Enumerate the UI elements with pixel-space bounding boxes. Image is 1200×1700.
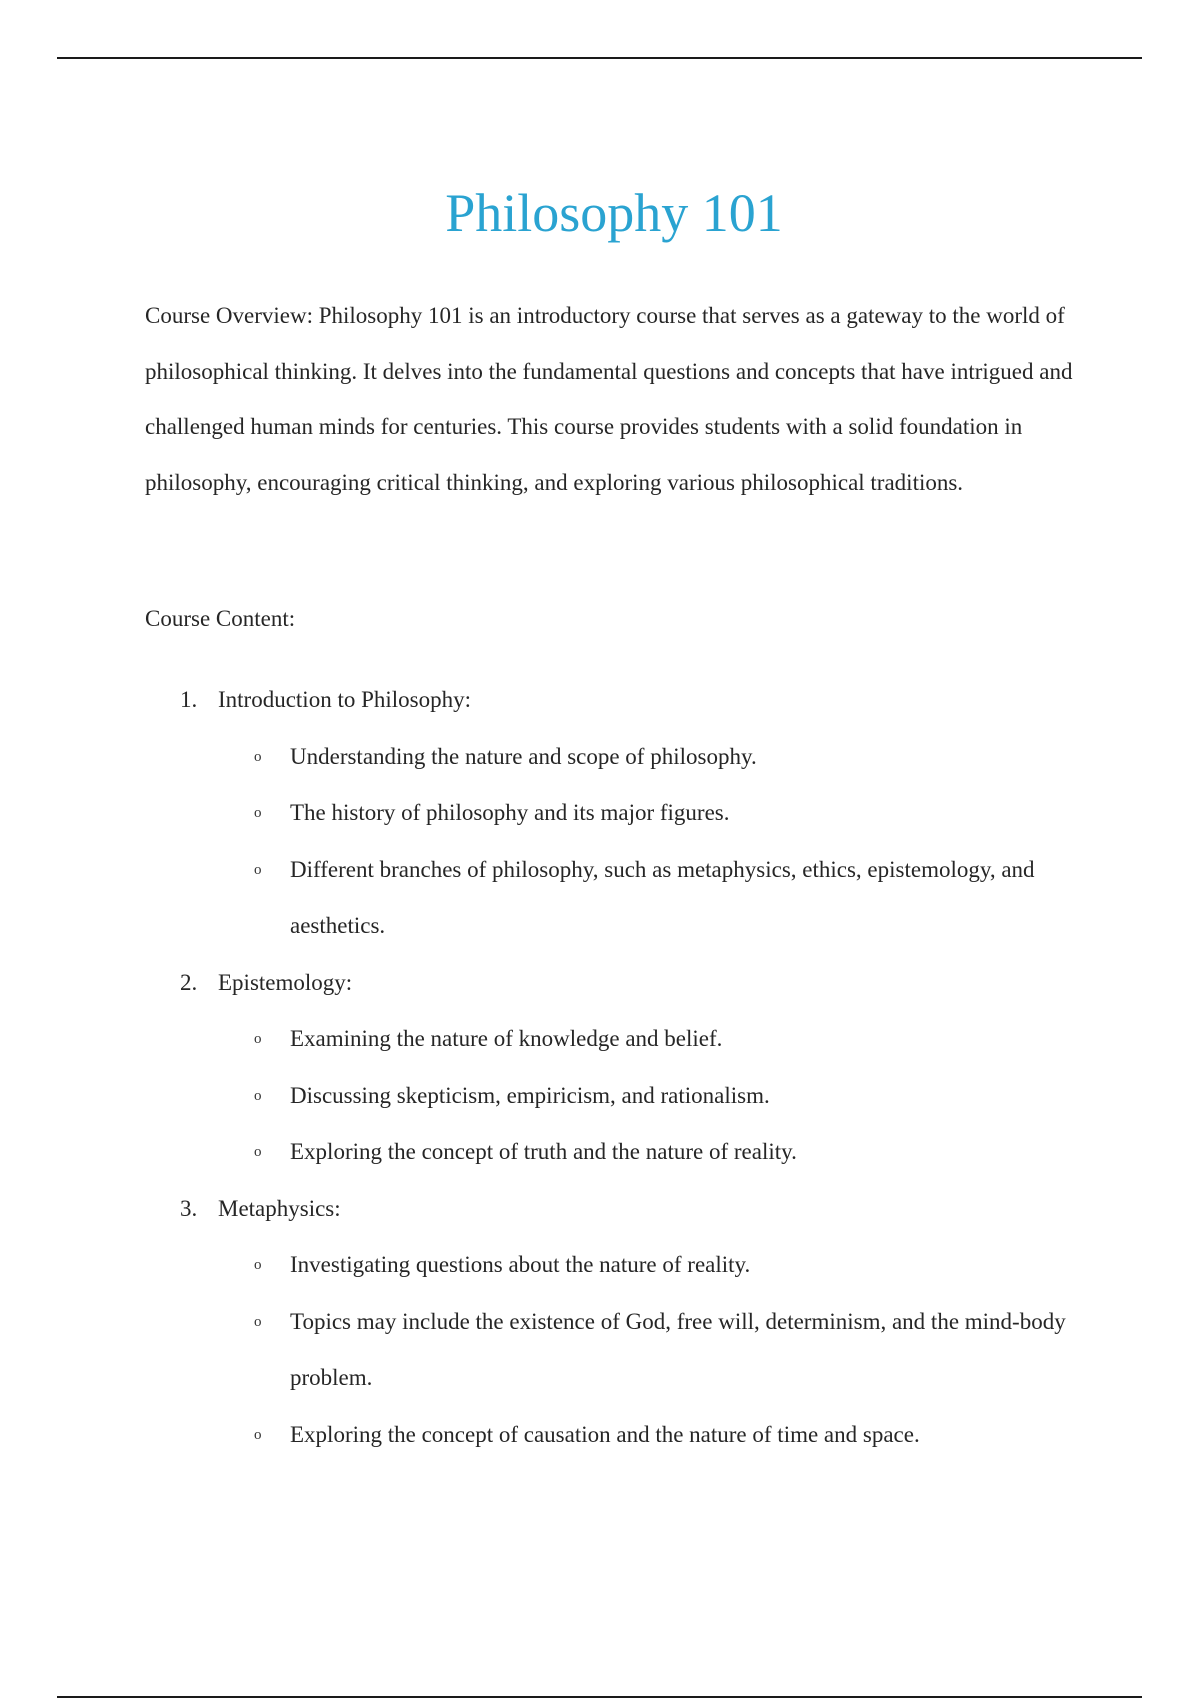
list-item [0,1407,1085,1464]
list-item-text: Topics may include the existence of God, free will, determinism, and the mind-body problem. [290,1308,1066,1390]
topic-number: 3. [180,1195,198,1221]
topic-number: 2. [180,969,198,995]
topic-metaphysics [0,1181,1200,1464]
list-item-text: Discussing skepticism, empiricism, and rationalism. [290,1082,770,1108]
list-item [0,842,1085,955]
hollow-bullet-icon: o [254,805,262,821]
topic-number: 1. [180,687,198,712]
list-item-text: Understanding the nature and scope of philosophy. [290,743,757,769]
hollow-bullet-icon: o [254,861,262,878]
list-item [0,1011,1085,1068]
list-item-text: Different branches of philosophy, such as metaphysics, ethics, epistemology, and aesthetics. [290,856,1035,938]
topic-epistemology [0,955,1200,1181]
header-rule [57,57,1142,59]
topic-heading-text: Metaphysics: [218,1195,341,1221]
course-content-label: Course Content: [145,606,296,631]
hollow-bullet-icon: o [254,1087,262,1104]
list-item-text: Examining the nature of knowledge and belief. [290,1026,723,1051]
list-item [0,729,1085,786]
footer-rule [57,1696,1142,1698]
list-item [0,1237,1085,1294]
course-overview-paragraph: Course Overview: Philosophy 101 is an introductory course that serves as a gateway to the world of philosophical thinking. It delves into the fundamental questions and concepts that have intrigued and challenged human minds for centuries. This course provides students with a solid foundation in philosophy, encouraging critical thinking, and exploring various philosophical traditions. [145,303,1073,495]
list-item [0,785,1085,842]
topic-heading [0,672,1200,729]
topic-heading [0,955,1200,1012]
list-item-text: The history of philosophy and its major figures. [290,800,730,825]
list-item [0,1124,1085,1181]
topic-heading [0,1181,1200,1238]
hollow-bullet-icon: o [254,1257,262,1273]
topic-introduction [0,672,1200,955]
topic-heading-text: Epistemology: [218,969,353,995]
hollow-bullet-icon: o [254,1426,262,1443]
list-item-text: Exploring the concept of truth and the nature of reality. [290,1139,797,1164]
list-item-text: Exploring the concept of causation and the nature of time and space. [290,1421,920,1447]
list-item-text: Investigating questions about the nature of reality. [290,1252,751,1277]
list-item [0,1068,1085,1125]
hollow-bullet-icon: o [254,748,262,765]
hollow-bullet-icon: o [254,1144,262,1160]
list-item [0,1294,1085,1407]
page-title: Philosophy 101 [445,183,783,244]
hollow-bullet-icon: o [254,1313,262,1330]
hollow-bullet-icon: o [254,1031,262,1047]
course-content-outline [0,672,1200,1463]
topic-heading-text: Introduction to Philosophy: [218,687,471,712]
